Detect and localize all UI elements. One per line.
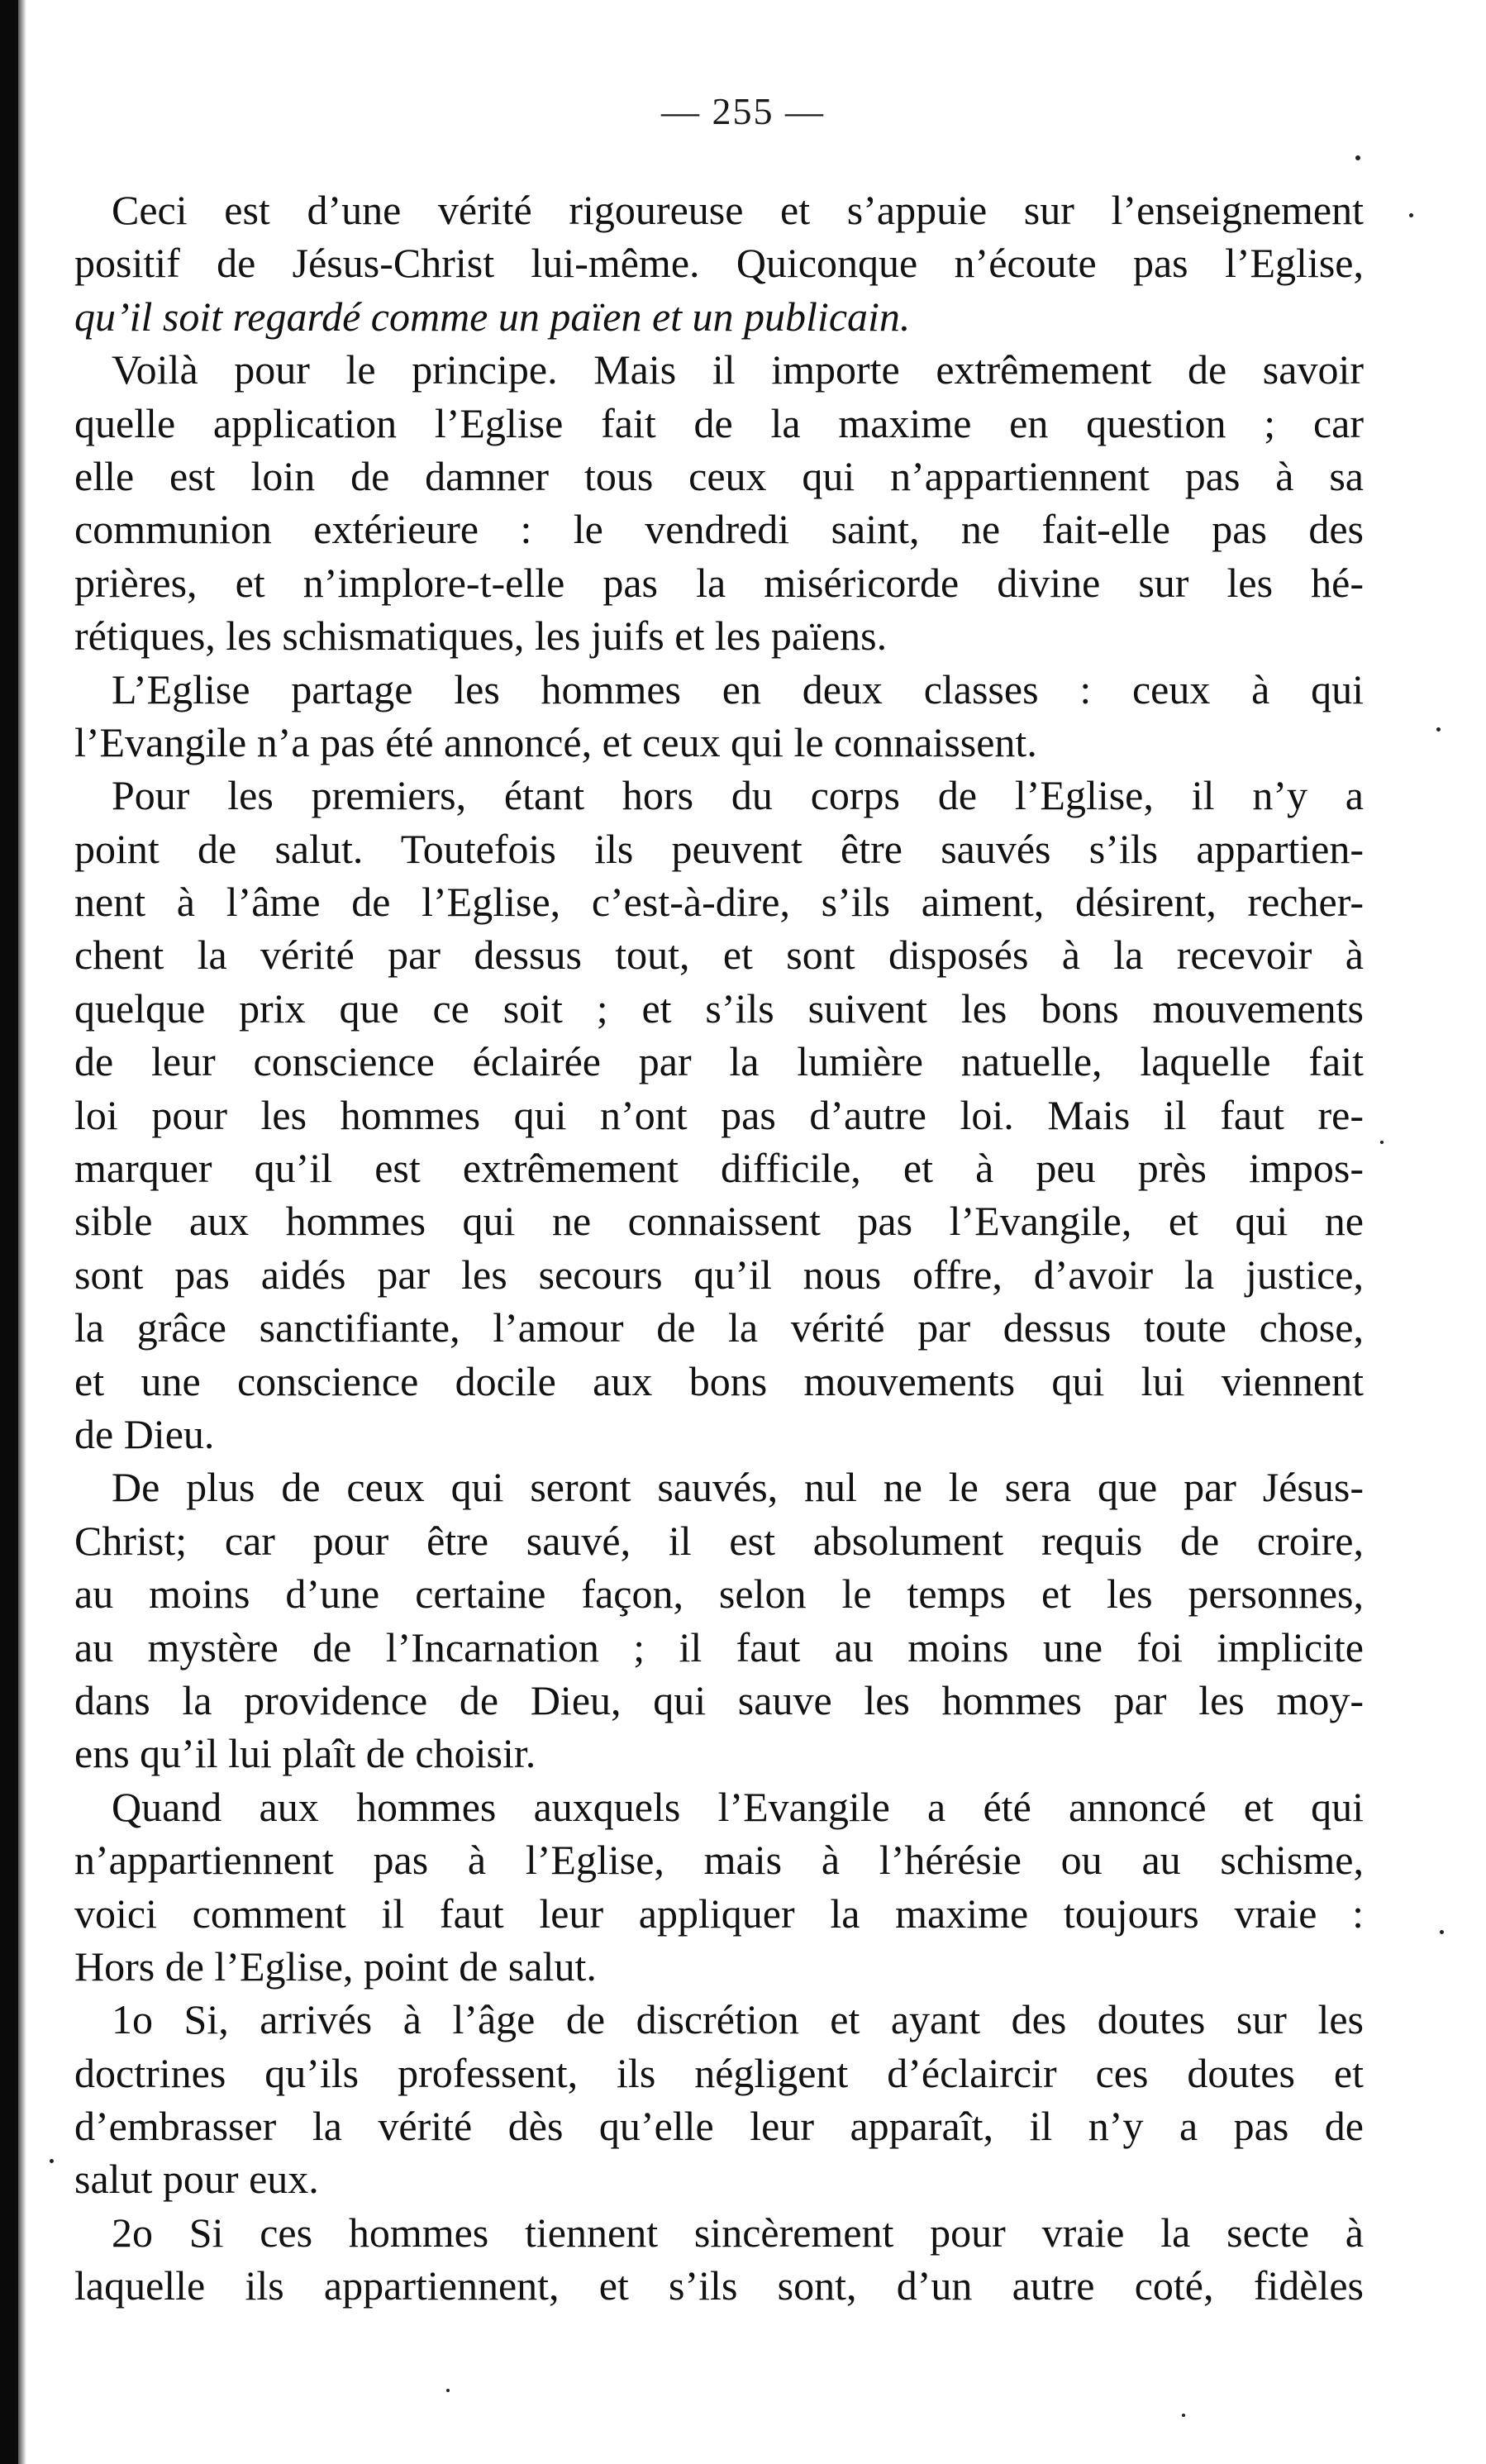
scan-speck bbox=[1355, 155, 1360, 160]
text-line: point de salut. Toutefois ils peuvent être sauvés s’ils appartien- bbox=[74, 825, 1364, 872]
text-line: Quand aux hommes auxquels l’Evangile a été annoncé et qui bbox=[112, 1783, 1364, 1830]
binding-edge bbox=[0, 0, 18, 2464]
text-line: Christ; car pour être sauvé, il est absolument requis de croire, bbox=[74, 1517, 1364, 1564]
text-line: Hors de l’Eglise, point de salut. bbox=[74, 1942, 597, 1990]
text-line: quelque prix que ce soit ; et s’ils suivent les bons mouvements bbox=[74, 984, 1364, 1032]
text-line: L’Eglise partage les hommes en deux classes : ceux à qui bbox=[112, 665, 1364, 713]
text-line: loi pour les hommes qui n’ont pas d’autre loi. Mais il faut re- bbox=[74, 1091, 1364, 1138]
text-line: Ceci est d’une vérité rigoureuse et s’appuie sur l’enseignement bbox=[112, 187, 1364, 233]
text-line: de leur conscience éclairée par la lumière natuelle, laquelle fait bbox=[74, 1038, 1364, 1085]
text-line: doctrines qu’ils professent, ils négligent d’éclaircir ces doutes et bbox=[74, 2049, 1364, 2096]
text-line: elle est loin de damner tous ceux qui n’appartiennent pas à sa bbox=[74, 452, 1364, 499]
text-line: l’Evangile n’a pas été annoncé, et ceux qui le connaissent. bbox=[74, 718, 1037, 765]
text-line: et une conscience docile aux bons mouvements qui lui viennent bbox=[74, 1357, 1364, 1404]
scan-speck bbox=[1440, 1930, 1444, 1934]
text-line: dans la providence de Dieu, qui sauve les hommes par les moy- bbox=[74, 1676, 1364, 1723]
page-number: — 255 — bbox=[661, 90, 825, 132]
text-line: salut pour eux. bbox=[74, 2156, 319, 2203]
text-line: nent à l’âme de l’Eglise, c’est-à-dire, s’ils aiment, désirent, recher- bbox=[74, 879, 1364, 926]
text-line: ens qu’il lui plaît de choisir. bbox=[74, 1730, 536, 1777]
text-line: 2o Si ces hommes tiennent sincèrement pour vraie la secte à bbox=[112, 2209, 1364, 2256]
text-line: De plus de ceux qui seront sauvés, nul ne le sera que par Jésus- bbox=[112, 1464, 1364, 1511]
scan-speck bbox=[1409, 213, 1413, 217]
scan-speck bbox=[446, 2389, 450, 2392]
text-line: chent la vérité par dessus tout, et sont disposés à la recevoir à bbox=[74, 932, 1364, 979]
scan-speck bbox=[1182, 2414, 1185, 2417]
text-line: 1o Si, arrivés à l’âge de discrétion et ayant des doutes sur les bbox=[112, 1996, 1364, 2043]
text-line: quelle application l’Eglise fait de la maxime en question ; car bbox=[74, 399, 1364, 446]
scan-speck bbox=[1380, 1141, 1384, 1144]
text-line: n’appartiennent pas à l’Eglise, mais à l’hérésie ou au schisme, bbox=[74, 1837, 1364, 1884]
text-line: prières, et n’implore-t-elle pas la miséricorde divine sur les hé- bbox=[74, 559, 1364, 606]
text-line: sible aux hommes qui ne connaissent pas l’Evangile, et qui ne bbox=[74, 1198, 1364, 1245]
text-line: laquelle ils appartiennent, et s’ils sont, d’un autre coté, fidèles bbox=[74, 2262, 1364, 2309]
text-line: Voilà pour le principe. Mais il importe extrêmement de savoir bbox=[112, 346, 1364, 393]
text-line: communion extérieure : le vendredi saint, ne fait-elle pas des bbox=[74, 506, 1364, 553]
text-line: d’embrasser la vérité dès qu’elle leur apparaît, il n’y a pas de bbox=[74, 2103, 1364, 2150]
text-line: au moins d’une certaine façon, selon le temps et les personnes, bbox=[74, 1570, 1364, 1618]
text-line: voici comment il faut leur appliquer la maxime toujours vraie : bbox=[74, 1890, 1364, 1937]
text-line: de Dieu. bbox=[74, 1410, 215, 1457]
text-line: sont pas aidés par les secours qu’il nous offre, d’avoir la justice, bbox=[74, 1251, 1364, 1298]
body-text bbox=[74, 183, 1364, 2313]
scan-speck bbox=[1436, 727, 1441, 732]
text-line: la grâce sanctifiante, l’amour de la vérité par dessus toute chose, bbox=[74, 1304, 1364, 1351]
text-line: qu’il soit regardé comme un païen et un publicain. bbox=[74, 293, 911, 340]
text-line: au mystère de l’Incarnation ; il faut au moins une foi implicite bbox=[74, 1623, 1364, 1670]
text-line: rétiques, les schismatiques, les juifs et les païens. bbox=[74, 612, 888, 660]
scan-speck bbox=[50, 2159, 54, 2163]
text-line: positif de Jésus-Christ lui-même. Quiconque n’écoute pas l’Eglise, bbox=[74, 240, 1364, 287]
binding-shadow bbox=[18, 0, 26, 2464]
text-line: marquer qu’il est extrêmement difficile, et à peu près impos- bbox=[74, 1145, 1364, 1192]
text-line: Pour les premiers, étant hors du corps de l’Eglise, il n’y a bbox=[112, 772, 1364, 819]
